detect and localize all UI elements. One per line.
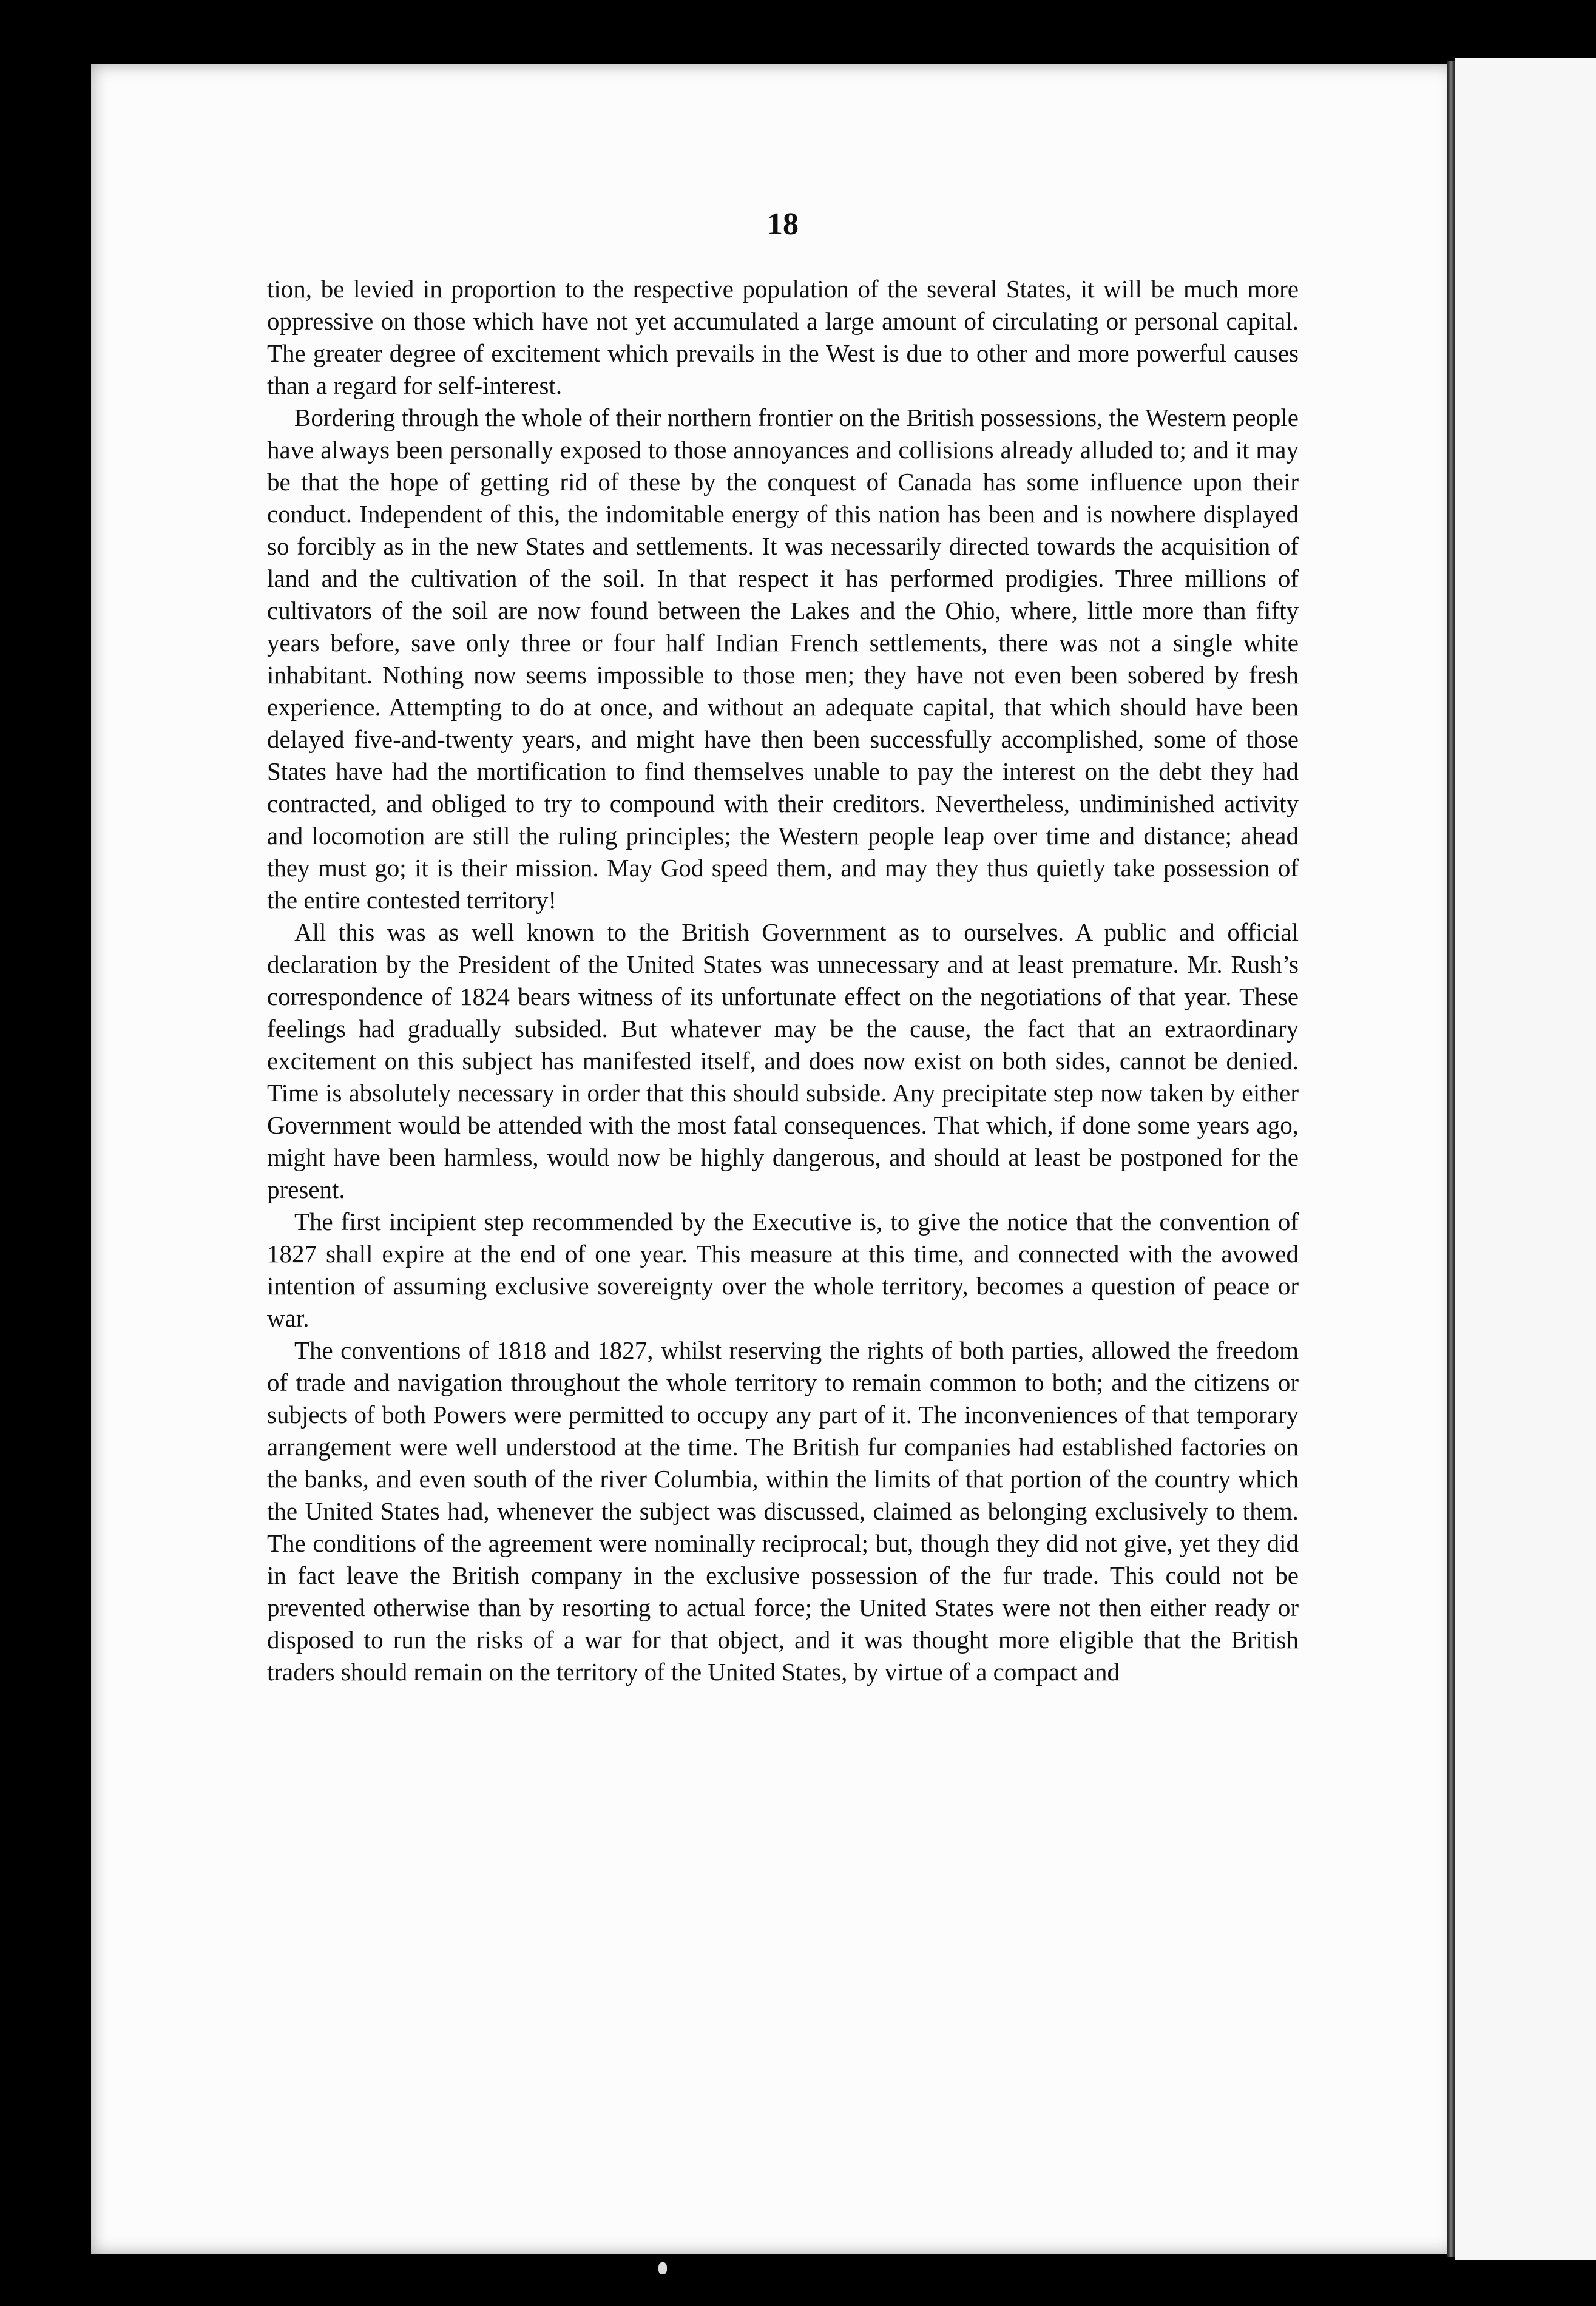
- paragraph-1: tion, be levied in proportion to the respective population of the several States, it will be much more oppressive on those which have not yet accumulated a large amount of circulating or personal capital. The greater degree of excitement which prevails in the West is due to other and more powerful causes than a regard for self-interest.: [267, 275, 1299, 399]
- page-number: 18: [767, 207, 799, 242]
- scan-mark: [658, 2262, 667, 2274]
- adjacent-page-edge: [1455, 58, 1596, 2260]
- paragraph-3: All this was as well known to the British Government as to ourselves. A public and official declaration by the President of the United States was unnecessary and at least premature. Mr. Rush’s correspondence of 1824 bears witness of its unfortunate effect on the negotiations of that year. These feelings had gradually subsided. But whatever may be the cause, the fact that an extraordinary excitement on this subject has manifested itself, and does now exist on both sides, cannot be denied. Time is absolutely necessary in order that this should subside. Any precipitate step now taken by either Government would be attended with the most fatal consequences. That which, if done some years ago, might have been harmless, would now be highly dangerous, and should at least be postponed for the present.: [267, 918, 1299, 1203]
- body-text: [267, 273, 1299, 1688]
- page-fold: [1447, 61, 1455, 2257]
- paragraph-2: Bordering through the whole of their northern frontier on the British possessions, the Western people have always been personally exposed to those annoyances and collisions already alluded to; and it may be that the hope of getting rid of these by the conquest of Canada has some influence upon their conduct. Independent of this, the indomitable energy of this nation has been and is nowhere displayed so forcibly as in the new States and settlements. It was necessarily directed towards the acquisition of land and the cultivation of the soil. In that respect it has performed prodigies. Three millions of cultivators of the soil are now found between the Lakes and the Ohio, where, little more than fifty years before, save only three or four half Indian French settlements, there was not a single white inhabitant. Nothing now seems impossible to those men; they have not even been sobered by fresh experience. Attempting to do at once, and without an adequate capital, that which should have been delayed five-and-twenty years, and might have then been successfully accomplished, some of those States have had the mortification to find themselves unable to pay the interest on the debt they had contracted, and obliged to try to compound with their creditors. Nevertheless, undiminished activity and locomotion are still the ruling principles; the Western people leap over time and distance; ahead they must go; it is their mission. May God speed them, and may they thus quietly take possession of the entire contested territory!: [267, 404, 1299, 914]
- paragraph-4: The first incipient step recommended by the Executive is, to give the notice that the convention of 1827 shall expire at the end of one year. This measure at this time, and connected with the avowed intention of assuming exclusive sovereignty over the whole territory, becomes a question of peace or war.: [267, 1208, 1299, 1332]
- paragraph-5: The conventions of 1818 and 1827, whilst reserving the rights of both parties, allowed the freedom of trade and navigation throughout the whole territory to remain common to both; and the citizens or subjects of both Powers were permitted to occupy any part of it. The inconveniences of that temporary arrangement were well understood at the time. The British fur companies had established factories on the banks, and even south of the river Columbia, within the limits of that portion of the country which the United States had, whenever the subject was discussed, claimed as belonging exclusively to them. The conditions of the agreement were nominally reciprocal; but, though they did not give, yet they did in fact leave the British company in the exclusive possession of the fur trade. This could not be prevented otherwise than by resorting to actual force; the United States were not then either ready or disposed to run the risks of a war for that object, and it was thought more eligible that the British traders should remain on the territory of the United States, by virtue of a compact and: [267, 1336, 1299, 1686]
